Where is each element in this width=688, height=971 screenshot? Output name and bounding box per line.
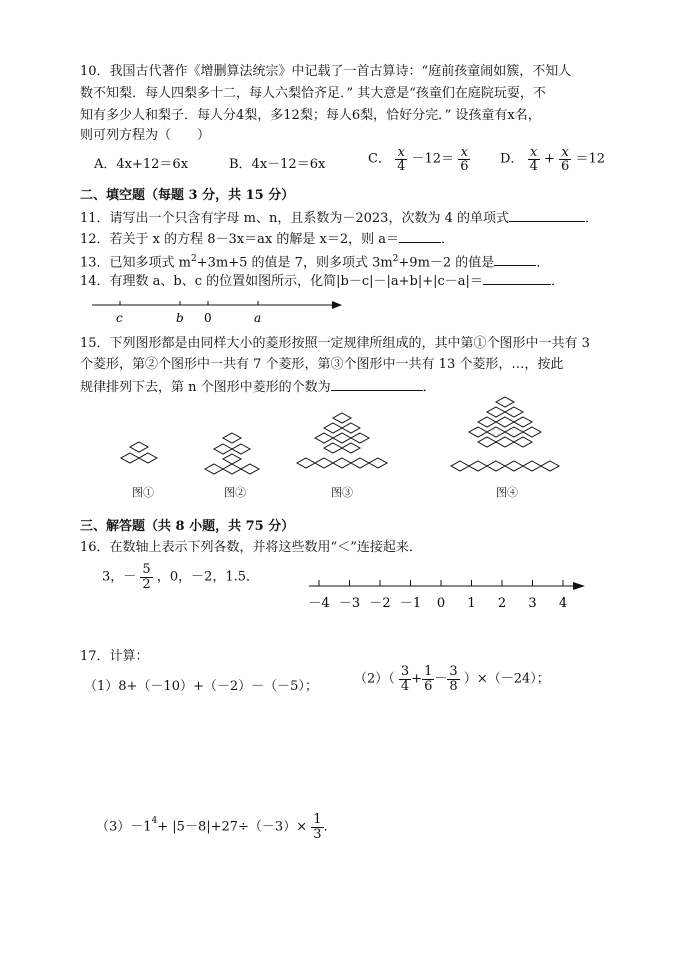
q10-option-c-label: C．: [368, 151, 391, 167]
q10-option-b: B．4x－12＝6x: [229, 157, 326, 172]
q14-number-line: [90, 293, 350, 327]
q16-ticks: [308, 580, 567, 611]
frac-numerator: 3: [400, 664, 410, 679]
frac-numerator: 1: [313, 812, 322, 827]
tick-label: －3: [338, 596, 361, 611]
q10-option-c-frac2: [458, 146, 470, 173]
q10-option-c-mid: －12＝: [411, 151, 455, 167]
q10-option-c: [368, 146, 470, 173]
q13-sup1: 2: [191, 254, 197, 264]
q16-text: 16．在数轴上表示下列各数，并将这些数用“＜”连接起来．: [80, 540, 422, 555]
q17-part3: [96, 813, 337, 842]
frac-denominator: 6: [460, 159, 469, 174]
q11: [80, 207, 598, 229]
frac-denominator: 4: [397, 159, 406, 174]
frac-denominator: 4: [529, 159, 538, 174]
figure-2-rhombus-group: [205, 433, 259, 474]
frac-numerator: x: [559, 146, 571, 160]
tick-label: 1: [467, 596, 476, 611]
frac-denominator: 6: [424, 679, 433, 694]
q12-end: ．: [440, 232, 454, 247]
q17-part2: [354, 665, 550, 694]
q13-text-a: 13．已知多项式 m: [80, 255, 192, 271]
frac-denominator: 3: [313, 827, 322, 842]
q17-part2-frac3: [447, 665, 459, 694]
q10-line2: 数不知梨．每人四梨多十二，每人六梨恰齐足．” 其大意是“孩童们在庭院玩耍，不: [80, 86, 546, 101]
q10-option-a: A．4x+12＝6x: [94, 157, 189, 172]
figure-1-rhombus-group: [121, 442, 157, 463]
q17-part3-sup: 4: [151, 816, 158, 826]
q10-line1: 10．我国古代著作《增删算法统宗》中记载了一首古算诗：“庭前孩童闹如簇，不知人: [80, 64, 572, 79]
q11-text: 11．请写出一个只含有字母 m、n，且系数为－2023，次数为 4 的单项式: [80, 211, 509, 226]
q17-part1: （1）8+（－10）+（－2）－（－5）；: [84, 679, 318, 694]
q17-part2-op1: +: [411, 671, 423, 687]
q15-end: ．: [422, 380, 436, 395]
q10-option-d-label: D．: [500, 151, 524, 167]
tick-label: －1: [399, 596, 422, 611]
answer-blank[interactable]: [483, 270, 551, 285]
q17-part3-a: （3）－1: [96, 819, 152, 835]
q17-part2-op2: －: [434, 671, 448, 687]
figure-4-rhombus-group: [451, 397, 559, 471]
tick-label: 3: [528, 596, 537, 611]
q10-option-d-end: ＝12: [575, 151, 606, 167]
tick-label: 0: [436, 596, 446, 611]
section3-title: 三、解答题（共 8 小题，共 75 分）: [80, 519, 295, 534]
q12-text: 12．若关于 x 的方程 8－3x＝ax 的解是 x＝2，则 a＝: [80, 232, 399, 247]
answer-blank[interactable]: [331, 376, 423, 391]
q16-numbers-b: ，0，－2，1.5．: [156, 569, 260, 585]
label-zero: 0: [204, 311, 212, 325]
frac-numerator: x: [458, 146, 470, 160]
figure-2-caption: 图②: [224, 486, 246, 499]
figure-3-rhombus-group: [297, 413, 387, 468]
label-c: c: [116, 311, 123, 325]
q10-option-d-mid: +: [544, 151, 555, 167]
q10-option-d-frac1: [528, 146, 540, 173]
q10-line4: 则可列方程为（ ）: [80, 128, 211, 143]
q16-numbers: [102, 563, 259, 592]
q17-part3-end: ．: [323, 819, 337, 835]
tick-label: 4: [558, 596, 568, 611]
label-b: b: [176, 311, 184, 325]
q14-end: ．: [550, 274, 564, 289]
q10-line3: 知有多少人和梨子．每人分4梨，多12梨；每人6梨，恰好分完．” 设孩童有x名，: [80, 108, 541, 123]
q16-fraction: [140, 563, 152, 592]
q15-line3-text: 规律排列下去，第 n 个图形中菱形的个数为: [80, 380, 331, 395]
q17-part2-frac2: [422, 665, 434, 694]
q13-text-c: +9m－2 的值是: [398, 255, 495, 271]
q10-option-d-frac2: [559, 146, 571, 173]
frac-numerator: x: [395, 146, 407, 160]
q17-part3-frac: [311, 813, 323, 842]
q13-text-b: +3m+5 的值是 7，则多项式 3m: [196, 255, 393, 271]
figure-3-caption: 图③: [331, 486, 353, 499]
figure-4-caption: 图④: [496, 486, 518, 499]
tick-label: －4: [308, 596, 330, 611]
answer-blank[interactable]: [509, 207, 585, 222]
q15-line1: 15．下列图形都是由同样大小的菱形按照一定规律所组成的，其中第①个图形中一共有 3: [80, 336, 590, 351]
section2-title: 二、填空题（每题 3 分，共 15 分）: [80, 188, 295, 203]
frac-denominator: 4: [400, 679, 410, 694]
q17-part2-b: ）×（－24）；: [463, 671, 550, 687]
q17-part3-b: + |5－8|+27÷（－3）×: [157, 819, 308, 835]
q11-end: ．: [585, 211, 599, 226]
q14: [80, 270, 564, 292]
q17-part2-frac1: [399, 665, 411, 694]
frac-denominator: 8: [449, 679, 458, 694]
q15-line2: 个菱形，第②个图形中一共有 7 个菱形，第③个图形中一共有 13 个菱形，…，按此: [80, 357, 564, 372]
answer-blank[interactable]: [399, 228, 441, 243]
frac-numerator: 5: [142, 562, 151, 577]
frac-denominator: 6: [561, 159, 570, 174]
q17-title: 17．计算：: [80, 649, 149, 664]
q14-text: 14．有理数 a、b、c 的位置如图所示，化简|b－c|－|a+b|+|c－a|＝: [80, 274, 483, 289]
frac-numerator: 1: [424, 664, 433, 679]
q10-option-d: [500, 146, 605, 173]
tick-label: －2: [369, 596, 391, 611]
frac-numerator: x: [528, 146, 540, 160]
q13-sup2: 2: [392, 254, 399, 264]
frac-denominator: 2: [142, 577, 151, 592]
answer-blank[interactable]: [494, 251, 536, 266]
q12: [80, 228, 454, 250]
q10-option-c-frac1: [395, 146, 407, 173]
figure-1-caption: 图①: [132, 486, 154, 499]
q16-number-line[interactable]: [305, 576, 595, 612]
frac-numerator: 3: [449, 664, 458, 679]
q16-numbers-a: 3，－: [102, 569, 137, 585]
q15-rhombus-figures: [110, 390, 590, 480]
q13-end: ．: [536, 255, 550, 271]
tick-label: 2: [497, 596, 507, 611]
q17-part2-a: （2）（: [354, 671, 395, 687]
label-a: a: [254, 311, 262, 325]
